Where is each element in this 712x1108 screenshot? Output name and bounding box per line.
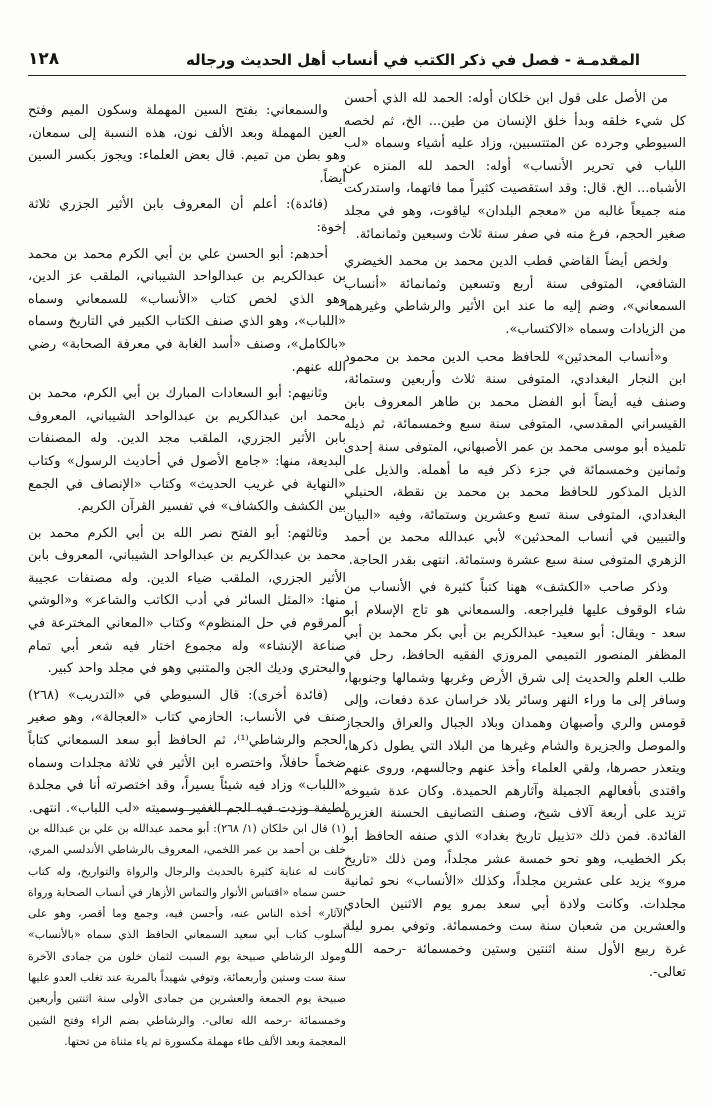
page-number: ١٢٨	[28, 49, 60, 69]
paragraph: أحدهم: أبو الحسن علي بن أبي الكرم محمد بن محمد بن عبدالكريم بن عبدالواحد الشيباني، الملقب عز الدين، وهو الذي لخص كتاب «الأنساب» للسمعاني وسماه «اللباب»، وهو الذي صنف الكتاب الكبير في التاريخ وسماه «بالكامل»، وصنف «أسد الغابة في معرفة الصحابة» رضي الله عنهم.	[28, 246, 346, 375]
running-head: المقدمـة - فصل في ذكر الكتب في أنساب أهل الحديث ورجاله	[185, 51, 640, 69]
paragraph: وذكر صاحب «الكشف» ههنا كتباً كثيرة في الأنساب من شاء الوقوف عليها فليراجعه. والسمعاني هو تاج الإسلام أبو سعد - ويقال: أبو سعيد- عبدالكريم بن أبي بكر محمد بن أبي المظفر المنصور التميمي المروزي الفقيه الحافظ، رحل في طلب العلم والحديث إلى شرق الأرض وغربها وشمالها وجنوبها، وسافر إلى ما وراء النهر وسائر بلاد خراسان عدة دفعات، وإلى قومس والري وأصبهان وهمدان وبلاد الجبال والعراق والحجاز والموصل والجزيرة والشام وغيرها من البلاد التي يطول ذكرها، ويتعذر حصرها، ولقي العلماء وأخذ عنهم وجالسهم، وروى عنهم واقتدى بأفعالهم الجميلة وآثارهم الحميدة. وكان عدة شيوخه تزيد على أربعة آلاف شيخ، وصنف التصانيف الحسنة الغزيرة الفائدة. فمن ذلك «تذييل تاريخ بغداد» الذي صنفه الحافظ أبو بكر الخطيب، وهو نحو خمسة عشر مجلداً، ومن ذلك «تاريخ مرو» يزيد على عشرين مجلداً، وكذلك «الأنساب» نحو ثمانية مجلدات. وكانت ولادة أبي سعد بمرو يوم الاثنين الحادي والعشرين من شعبان سنة ست وخمسمائة. وتوفي بمرو ليلة غرة ربيع الأول سنة اثنتين وستين وخمسمائة -رحمه الله تعالى-.	[344, 580, 686, 980]
paragraph: والسمعاني: بفتح السين المهملة وسكون الميم وفتح العين المهملة وبعد الألف نون، هذه النسبة إلى سمعان، وهو بطن من تميم. قال بعض العلماء: ويجوز بكسر السين أيضاً.	[28, 103, 346, 186]
paragraph: وثانيهم: أبو السعادات المبارك بن أبي الكرم، محمد بن محمد ابن عبدالكريم بن عبدالواحد الشيباني، المعروف بابن الأثير الجزري، الملقب مجد الدين. وله المصنفات البديعة، منها: «جامع الأصول في أحاديث الرسول» وكتاب «النهاية في غريب الحديث» وكتاب «الإنصاف في الجمع بين الكشف والكشاف» في تفسير القرآن الكريم.	[28, 386, 346, 515]
paragraph: ولخص أيضاً القاضي قطب الدين محمد بن محمد الخيضري الشافعي، المتوفى سنة أربع وتسعين وثمانمائة «أنساب السمعاني»، وضم إليه ما عند ابن الأثير والرشاطي وغيرهما من الزيادات وسماه «الاكتساب».	[344, 254, 686, 337]
page-header	[28, 36, 686, 76]
paragraph: (فائدة): أعلم أن المعروف بابن الأثير الجزري ثلاثة إخوة:	[28, 197, 346, 235]
paragraph: (فائدة أخرى): قال السيوطي في «التدريب» (٢٦٨) صنف في الأنساب: الحازمي كتاب «العجالة»، وهو صغير الحجم والرشاطي⁽¹⁾، ثم الحافظ أبو سعد السمعاني كتاباً ضخماً حافلاً، واختصره ابن الأثير في ثلاثة مجلدات وسماه «اللباب» وزاد فيه شيئاً يسيراً، وقد اختصرته أنا في مجلدة لطيفة وزدت فيه الجم الغفير وسميته «لب اللباب». انتهى.	[28, 687, 346, 816]
footnote-text: (١) قال ابن خلكان (١/ ٢٦٨): أبو محمد عبدالله بن علي بن عبدالله بن خلف بن أحمد بن عمر اللخمي، المعروف بالرشاطي الأندلسي المري، كانت له عناية كثيرة بالحديث والرجال والرواة والتواريخ، وله كتاب حسن سماه «اقتباس الأنوار والتماس الأزهار في أنساب الصحابة ورواة الآثار» أخذه الناس عنه، وأحسن فيه، وجمع وما أقصر، وهو على أسلوب كتاب أبي سعيد السمعاني الحافظ الذي سماه «بالأنساب» ومولد الرشاطي صبيحة يوم السبت لثمان خلون من جمادى الآخرة سنة ست وستين وأربعمائة، وتوفي شهيداً بالمرية عند تغلب العدو عليها صبيحة يوم الجمعة والعشرين من جمادى الأولى سنة اثنتين وأربعين وخمسمائة -رحمه الله تعالى-. والرشاطي بضم الراء وفتح الشين المعجمة وبعد الألف طاء مهملة مكسورة ثم ياء مثناة من تحتها.	[28, 822, 347, 1048]
right-text-column	[344, 88, 686, 989]
paragraph: من الأصل على قول ابن خلكان أوله: الحمد لله الذي أحسن كل شيء خلقه وبدأ خلق الإنسان من طين... الخ، ثم لخصه السيوطي وجرده عن المتتسبين، وزاد عليه أشياء وسماه «لب اللباب في تحرير الأنساب» أوله: الحمد لله المنزه عن الأشباه... الخ. قال: وقد استقصيت كثيراً مما فاتهما، واستدركت منه جميعاً غالبه من «معجم البلدان» لياقوت، وهو في مجلد صغير الحجم، فرغ منه في صفر سنة ثلاث وسبعين وثمانمائة.	[344, 91, 686, 242]
left-text-column	[28, 100, 346, 824]
paragraph: و«أنساب المحدثين» للحافظ محب الدين محمد بن محمود ابن النجار البغدادي، المتوفى سنة ثلاث وأربعين وستمائة، وصنف فيه أيضاً أبو الفضل محمد بن طاهر المعروف بابن القيسراني المقدسي، المتوفى سنة سبع وخمسمائة، ثم ذيله تلميذه أبو موسى محمد بن عمر الأصبهاني، المتوفى سنة إحدى وثمانين وخمسمائة في جزء ذكر فيه ما أهمله. والذيل على الذيل المذكور للحافظ محمد بن محمد بن نقطة، الحنبلي البغدادي، المتوفى سنة تسع وعشرين وستمائة، وفيه «البيان والتبيين في أنساب المحدثين» لأبي عبدالله محمد بن أحمد الزهري المتوفى سنة سبع عشرة وستمائة. انتهى بقدر الحاجة.	[344, 349, 686, 568]
footnote-separator	[160, 810, 346, 811]
paragraph: وثالثهم: أبو الفتح نصر الله بن أبي الكرم محمد بن محمد بن عبدالكريم بن عبدالواحد الشيباني، المعروف بابن الأثير الجزري، الملقب ضياء الدين. وله مصنفات عجيبة منها: «المثل السائر في أدب الكاتب والشاعر» و«الوشي المرقوم في حل المنظوم» وكتاب «المعاني المخترعة في صناعة الإنشاء» وله مجموع اختار فيه شعر أبي تمام والبحتري وديك الجن والمتنبي وهو في مجلد واحد كبير.	[28, 525, 346, 677]
footnote	[28, 818, 346, 1052]
